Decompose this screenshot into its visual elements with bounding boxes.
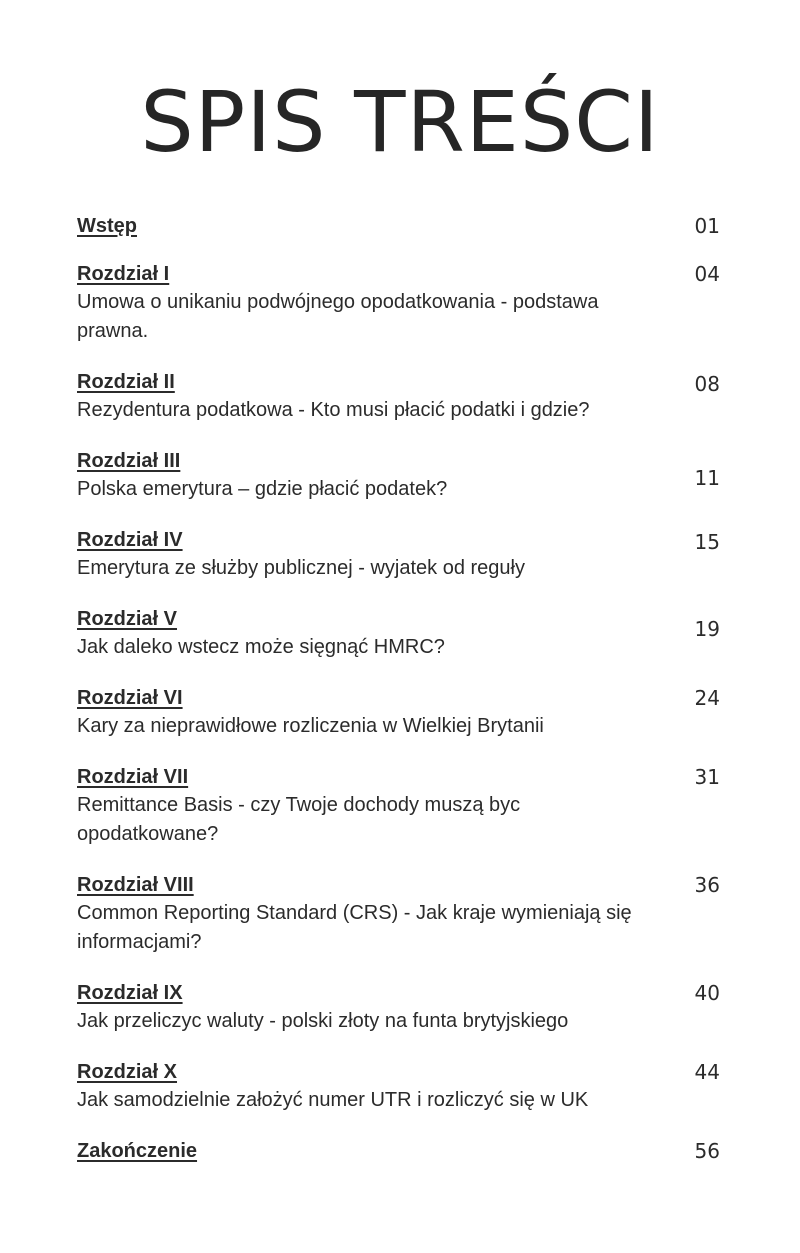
toc-chapter-description: Jak daleko wstecz może sięgnąć HMRC?	[77, 636, 445, 658]
toc-link-chapter-3[interactable]: Rozdział III	[77, 450, 181, 472]
toc-page-number: 04	[694, 262, 720, 286]
toc-page-number: 24	[694, 686, 720, 710]
toc-page-number: 11	[694, 466, 720, 490]
toc-entry-chapter-9	[77, 979, 727, 1036]
toc-chapter-description: Polska emerytura – gdzie płacić podatek?	[77, 478, 448, 500]
toc-link-chapter-4[interactable]: Rozdział IV	[77, 529, 183, 551]
toc-page-number: 44	[694, 1060, 720, 1084]
toc-page-number: 36	[694, 873, 720, 897]
toc-entry-chapter-4	[77, 526, 727, 583]
toc-page-number: 31	[694, 765, 720, 789]
toc-chapter-description: Remittance Basis - czy Twoje dochody muszą byc opodatkowane?	[77, 794, 521, 845]
toc-page-number: 08	[694, 372, 720, 396]
toc-entry-chapter-10	[77, 1058, 727, 1115]
toc-entry-chapter-5	[77, 605, 727, 662]
toc-entry-chapter-8	[77, 871, 727, 957]
toc-chapter-description: Jak samodzielnie założyć numer UTR i rozliczyć się w UK	[77, 1089, 589, 1111]
toc-entry-chapter-3	[77, 447, 727, 504]
toc-chapter-description: Umowa o unikaniu podwójnego opodatkowania - podstawa prawna.	[77, 291, 599, 342]
toc-page-number: 01	[694, 214, 720, 238]
toc-link-chapter-6[interactable]: Rozdział VI	[77, 687, 183, 709]
page-title: SPIS TREŚCI	[140, 73, 660, 171]
toc-page-number: 15	[694, 530, 720, 554]
toc-entry-conclusion	[77, 1137, 727, 1165]
toc-page-number: 40	[694, 981, 720, 1005]
toc-page-number: 56	[694, 1139, 720, 1163]
toc-link-chapter-9[interactable]: Rozdział IX	[77, 982, 183, 1004]
toc-entry-chapter-2	[77, 368, 727, 425]
toc-link-chapter-5[interactable]: Rozdział V	[77, 608, 178, 630]
toc-link-introduction[interactable]: Wstęp	[77, 215, 137, 237]
toc-chapter-description: Common Reporting Standard (CRS) - Jak kraje wymieniają się informacjami?	[77, 902, 632, 953]
toc-entry-chapter-6	[77, 684, 727, 741]
toc-chapter-description: Rezydentura podatkowa - Kto musi płacić podatki i gdzie?	[77, 399, 590, 421]
toc-chapter-description: Kary za nieprawidłowe rozliczenia w Wielkiej Brytanii	[77, 715, 544, 737]
toc-entry-introduction	[77, 212, 727, 240]
toc-entry-chapter-7	[77, 763, 727, 849]
toc-link-chapter-10[interactable]: Rozdział X	[77, 1061, 178, 1083]
toc-link-chapter-2[interactable]: Rozdział II	[77, 371, 175, 393]
toc-chapter-description: Emerytura ze służby publicznej - wyjatek od reguły	[77, 557, 525, 579]
toc-chapter-description: Jak przeliczyc waluty - polski złoty na funta brytyjskiego	[77, 1010, 569, 1032]
toc-link-chapter-8[interactable]: Rozdział VIII	[77, 874, 194, 896]
toc-link-conclusion[interactable]: Zakończenie	[77, 1140, 198, 1162]
toc-page-number: 19	[694, 617, 720, 641]
toc-link-chapter-7[interactable]: Rozdział VII	[77, 766, 189, 788]
toc-link-chapter-1[interactable]: Rozdział I	[77, 263, 170, 285]
toc-entry-chapter-1	[77, 260, 727, 346]
